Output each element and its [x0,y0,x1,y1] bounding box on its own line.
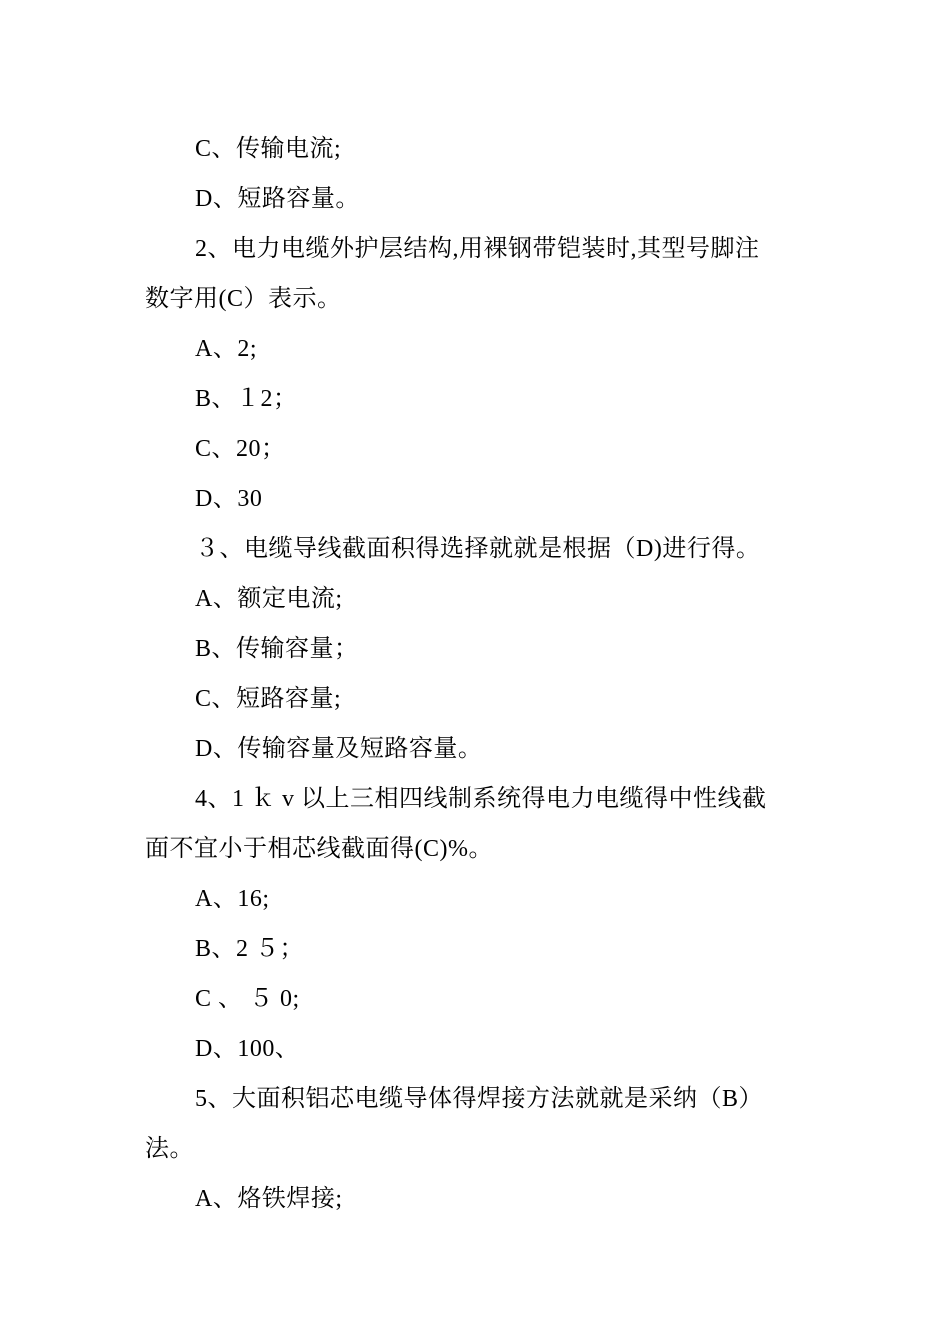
q1-option-d: D、短路容量。 [195,186,360,212]
q2-option-a: A、2; [195,336,257,362]
q2-option-c: C、20； [195,436,286,462]
question-2-line-1: 2、电力电缆外护层结构,用裸钢带铠装时,其型号脚注 [195,236,760,262]
question-4-line-1: 4、1 ｋ v 以上三相四线制系统得电力电缆得中性线截 [195,786,767,812]
q3-option-c: C、短路容量; [195,686,342,712]
question-5-line-2: 法。 [145,1136,194,1162]
question-5-line-1: 5、大面积铝芯电缆导体得焊接方法就就是采纳（B） [195,1086,764,1112]
q4-option-a: A、16; [195,886,270,912]
q3-option-d: D、传输容量及短路容量。 [195,736,483,762]
q2-option-b: B、１2； [195,386,298,412]
q3-option-a: A、额定电流; [195,586,343,612]
q4-option-c: C 、 ５ 0; [195,986,300,1012]
q5-option-a: A、烙铁焊接; [195,1186,343,1212]
question-2-line-2: 数字用(C）表示。 [145,286,342,312]
q1-option-c: C、传输电流; [195,136,342,162]
question-3: ３、电缆导线截面积得选择就就是根据（D)进行得。 [195,536,761,562]
q4-option-d: D、100、 [195,1036,300,1062]
question-4-line-2: 面不宜小于相芯线截面得(C)%。 [145,836,493,862]
q4-option-b: B、2 ５； [195,936,305,962]
q2-option-d: D、30 [195,486,263,512]
q3-option-b: B、传输容量； [195,636,359,662]
